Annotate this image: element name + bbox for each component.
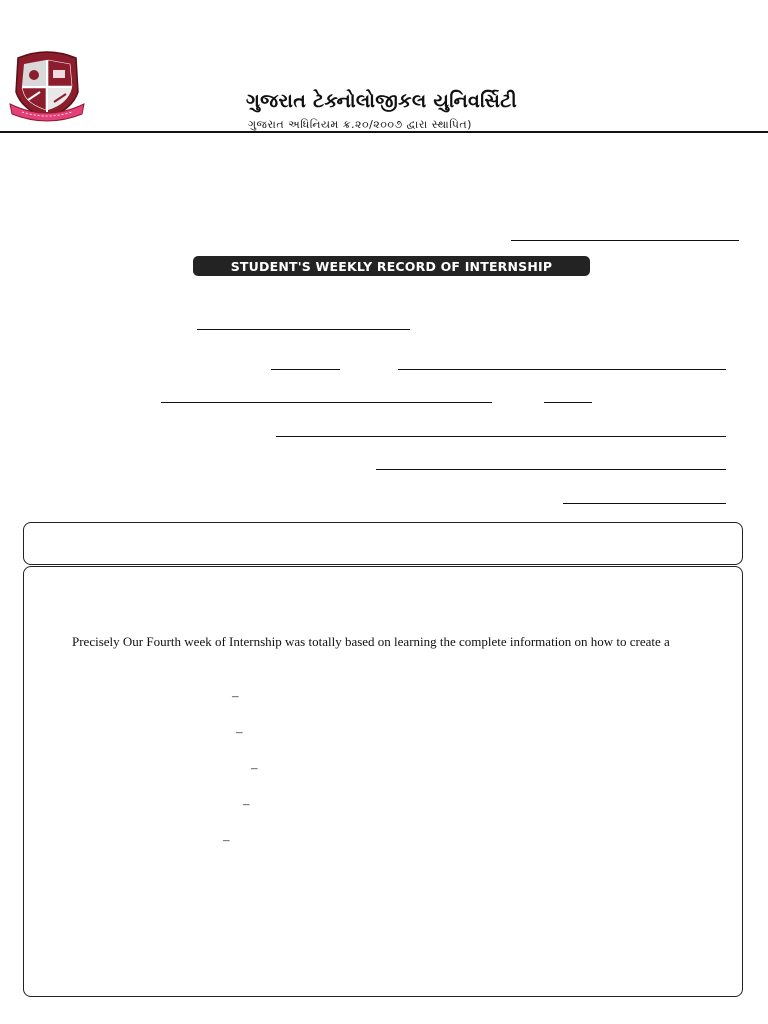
blank-line-1[interactable] xyxy=(197,329,410,330)
blank-line-3a[interactable] xyxy=(161,402,492,403)
list-item-dash: – xyxy=(243,796,250,811)
record-title-banner: STUDENT'S WEEKLY RECORD OF INTERNSHIP xyxy=(193,256,590,276)
week-header-box[interactable] xyxy=(23,522,743,565)
blank-line-4[interactable] xyxy=(276,436,726,437)
report-body-text: Precisely Our Fourth week of Internship was totally based on learning the complete information on how to create a xyxy=(72,634,670,649)
blank-line-6[interactable] xyxy=(563,503,726,504)
university-subtitle: ગુજરાત અધિનિયમ ક્ર.૨૦/૨૦૦૭ દ્વારા સ્થાપિત) xyxy=(248,118,472,131)
blank-line-2b[interactable] xyxy=(398,369,726,370)
header-divider xyxy=(0,131,768,133)
blank-line-date[interactable] xyxy=(511,240,739,241)
list-item-dash: – xyxy=(223,832,230,847)
blank-line-5[interactable] xyxy=(376,469,726,470)
list-item-dash: – xyxy=(232,688,239,703)
blank-line-2a[interactable] xyxy=(271,369,340,370)
list-item-dash: – xyxy=(236,724,243,739)
blank-line-3b[interactable] xyxy=(544,402,592,403)
list-item-dash: – xyxy=(251,760,258,775)
university-name: ગુજરાત ટેક્નોલોજીકલ યુનિવર્સિટી xyxy=(246,90,517,112)
weekly-report-box[interactable] xyxy=(23,566,743,997)
university-logo xyxy=(8,48,86,124)
